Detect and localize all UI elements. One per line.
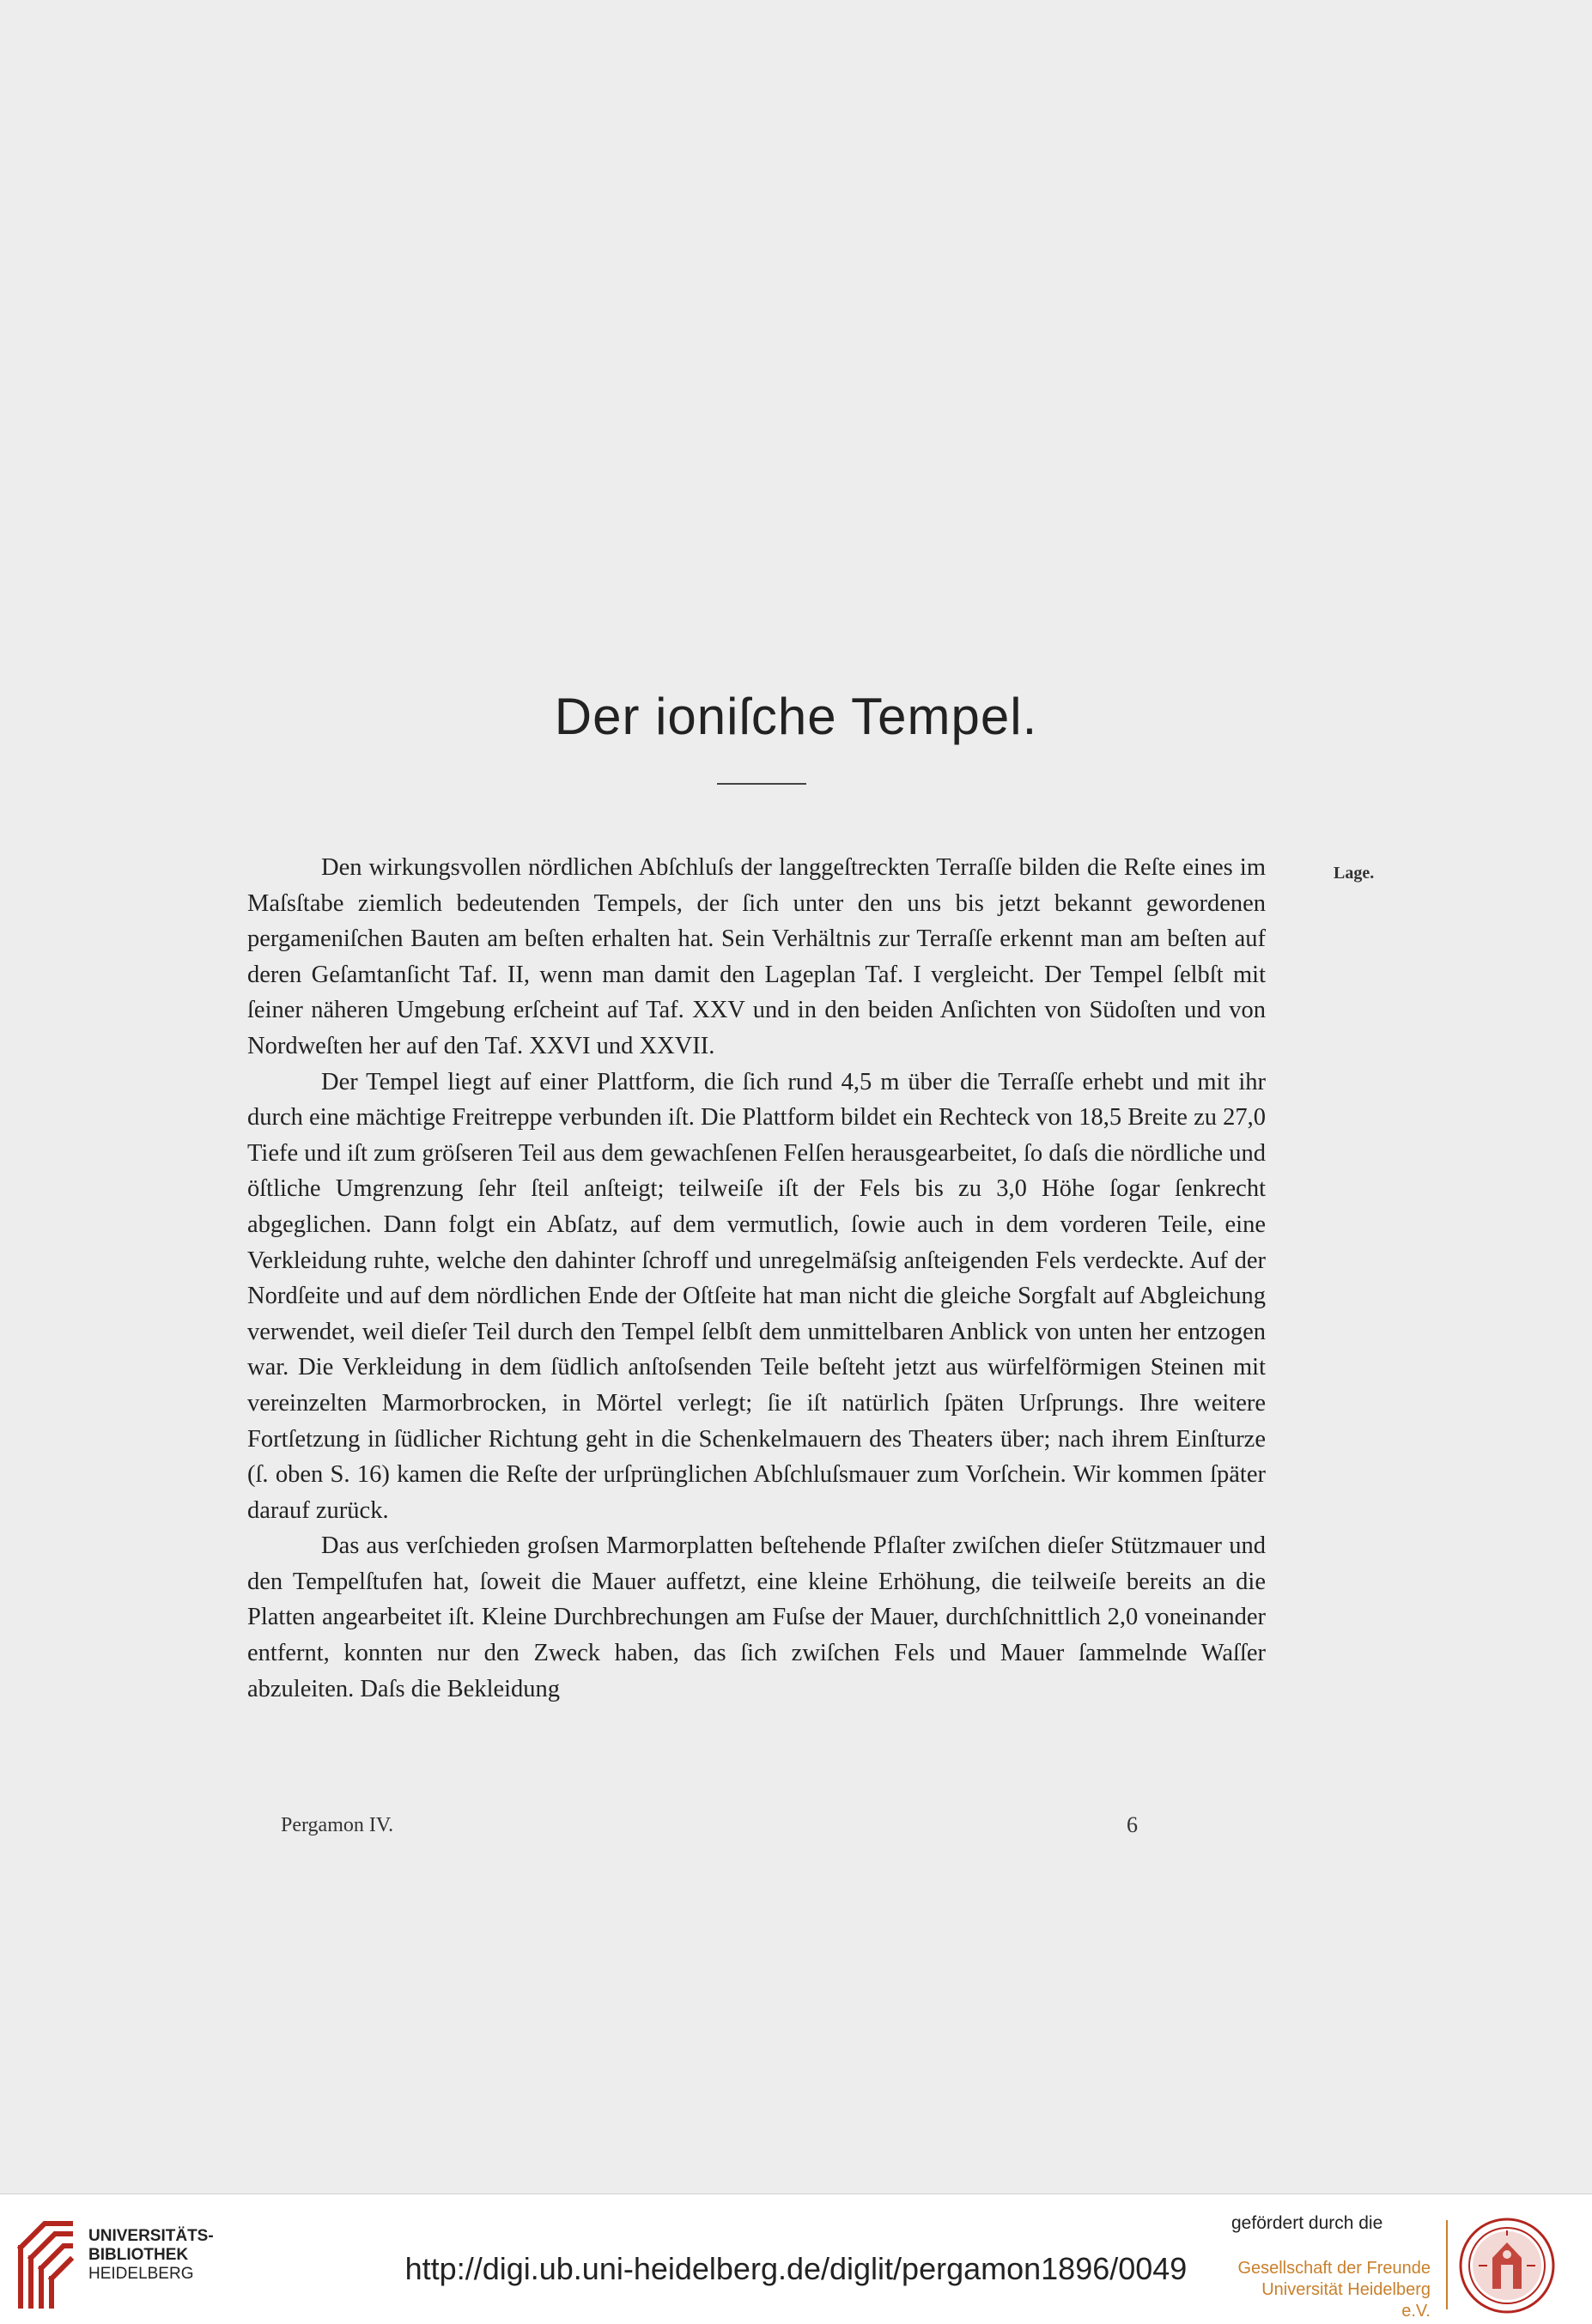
running-footer-title: Pergamon IV. bbox=[281, 1814, 394, 1836]
body-text bbox=[247, 850, 1266, 1707]
sponsor-name-line1: Gesellschaft der Freunde bbox=[1237, 2259, 1431, 2278]
paragraph-2: Der Tempel liegt auf einer Plattform, die ſich rund 4,5 m über die Terraſſe erhebt und mit ihr durch eine mächtige Freitreppe verbunden iſt. Die Plattform bildet ein Rechteck von 18,5 Breite zu 27,0 Tiefe und iſt zum gröſseren Teil aus dem gewachſenen Felſen herausgearbeitet, ſo daſs die nördliche und öſtliche Umgrenzung ſehr ſteil anſteigt; teilweiſe iſt der Fels bis zu 3,0 Höhe ſogar ſenkrecht abgeglichen. Dann folgt ein Abſatz, auf dem vermutlich, ſowie auch in dem vorderen Teile, eine Verkleidung ruhte, welche den dahinter ſchroff und unregelmäſsig anſteigenden Fels verdeckte. Auf der Nordſeite und auf dem nördlichen Ende der Oſtſeite hat man nicht die gleiche Sorgfalt auf Abgleichung verwendet, weil dieſer Teil durch den Tempel ſelbſt dem unmittelbaren Anblick von unten her entzogen war. Die Verkleidung in dem ſüdlich anſtoſsenden Teile beſteht jetzt aus würfelförmigen Steinen mit vereinzelten Marmorbrocken, in Mörtel verlegt; ſie iſt natürlich ſpäten Urſprungs. Ihre weitere Fortſetzung in ſüdlicher Richtung geht in die Schenkelmauern des Theaters über; nach ihrem Einſturze (ſ. oben S. 16) kamen die Reſte der urſprünglichen Abſchluſsmauer zum Vorſchein. Wir kommen ſpäter darauf zurück. bbox=[247, 1068, 1266, 1524]
university-seal-icon bbox=[1458, 2217, 1556, 2315]
title-divider bbox=[717, 783, 806, 785]
marginal-note: Lage. bbox=[1334, 864, 1375, 883]
signature-number: 6 bbox=[1127, 1812, 1138, 1837]
sponsor-divider bbox=[1446, 2220, 1448, 2309]
digitization-banner bbox=[0, 2194, 1592, 2324]
paragraph-1: Den wirkungsvollen nördlichen Abſchluſs der langgeſtreckten Terraſſe bilden die Reſte eines im Maſsſtabe ziemlich bedeutenden Tempels, der ſich unter den uns bis jetzt bekannt gewordenen pergameniſchen Bauten am beſten erhalten hat. Sein Verhältnis zur Terraſſe erkennt man am beſten auf deren Geſamtanſicht Taf. II, wenn man damit den Lageplan Taf. I vergleicht. Der Tempel ſelbſt mit ſeiner näheren Umgebung erſcheint auf Taf. XXV und in den beiden Anſichten von Südoſten und von Nordweſten her auf den Taf. XXVI und XXVII. bbox=[247, 854, 1266, 1059]
sponsor-name-line2: Universität Heidelberg e.V. bbox=[1261, 2280, 1431, 2321]
sponsor-name[interactable] bbox=[1228, 2258, 1431, 2322]
library-name-line1: UNIVERSITÄTS- bbox=[88, 2227, 214, 2245]
library-name-line3: HEIDELBERG bbox=[88, 2265, 194, 2283]
page-title: Der ioniſche Tempel. bbox=[554, 688, 1038, 745]
sponsor-label: gefördert durch die bbox=[1231, 2213, 1383, 2233]
paragraph-3: Das aus verſchieden groſsen Marmorplatten beſtehende Pflaſter zwiſchen dieſer Stützmauer und den Tempelſtufen hat, ſoweit die Mauer auffetzt, eine kleine Erhöhung, die teilweiſe bereits an die Platten angearbeitet iſt. Kleine Durchbrechungen am Fuſse der Mauer, durchſchnittlich 2,0 voneinander entfernt, konnten nur den Zweck haben, das ſich zwiſchen Fels und Mauer ſammelnde Waſſer abzuleiten. Daſs die Bekleidung bbox=[247, 1532, 1266, 1702]
library-name-line2: BIBLIOTHEK bbox=[88, 2246, 189, 2264]
permalink-url[interactable]: http://digi.ub.uni-heidelberg.de/diglit/pergamon1896/0049 bbox=[404, 2251, 1188, 2286]
